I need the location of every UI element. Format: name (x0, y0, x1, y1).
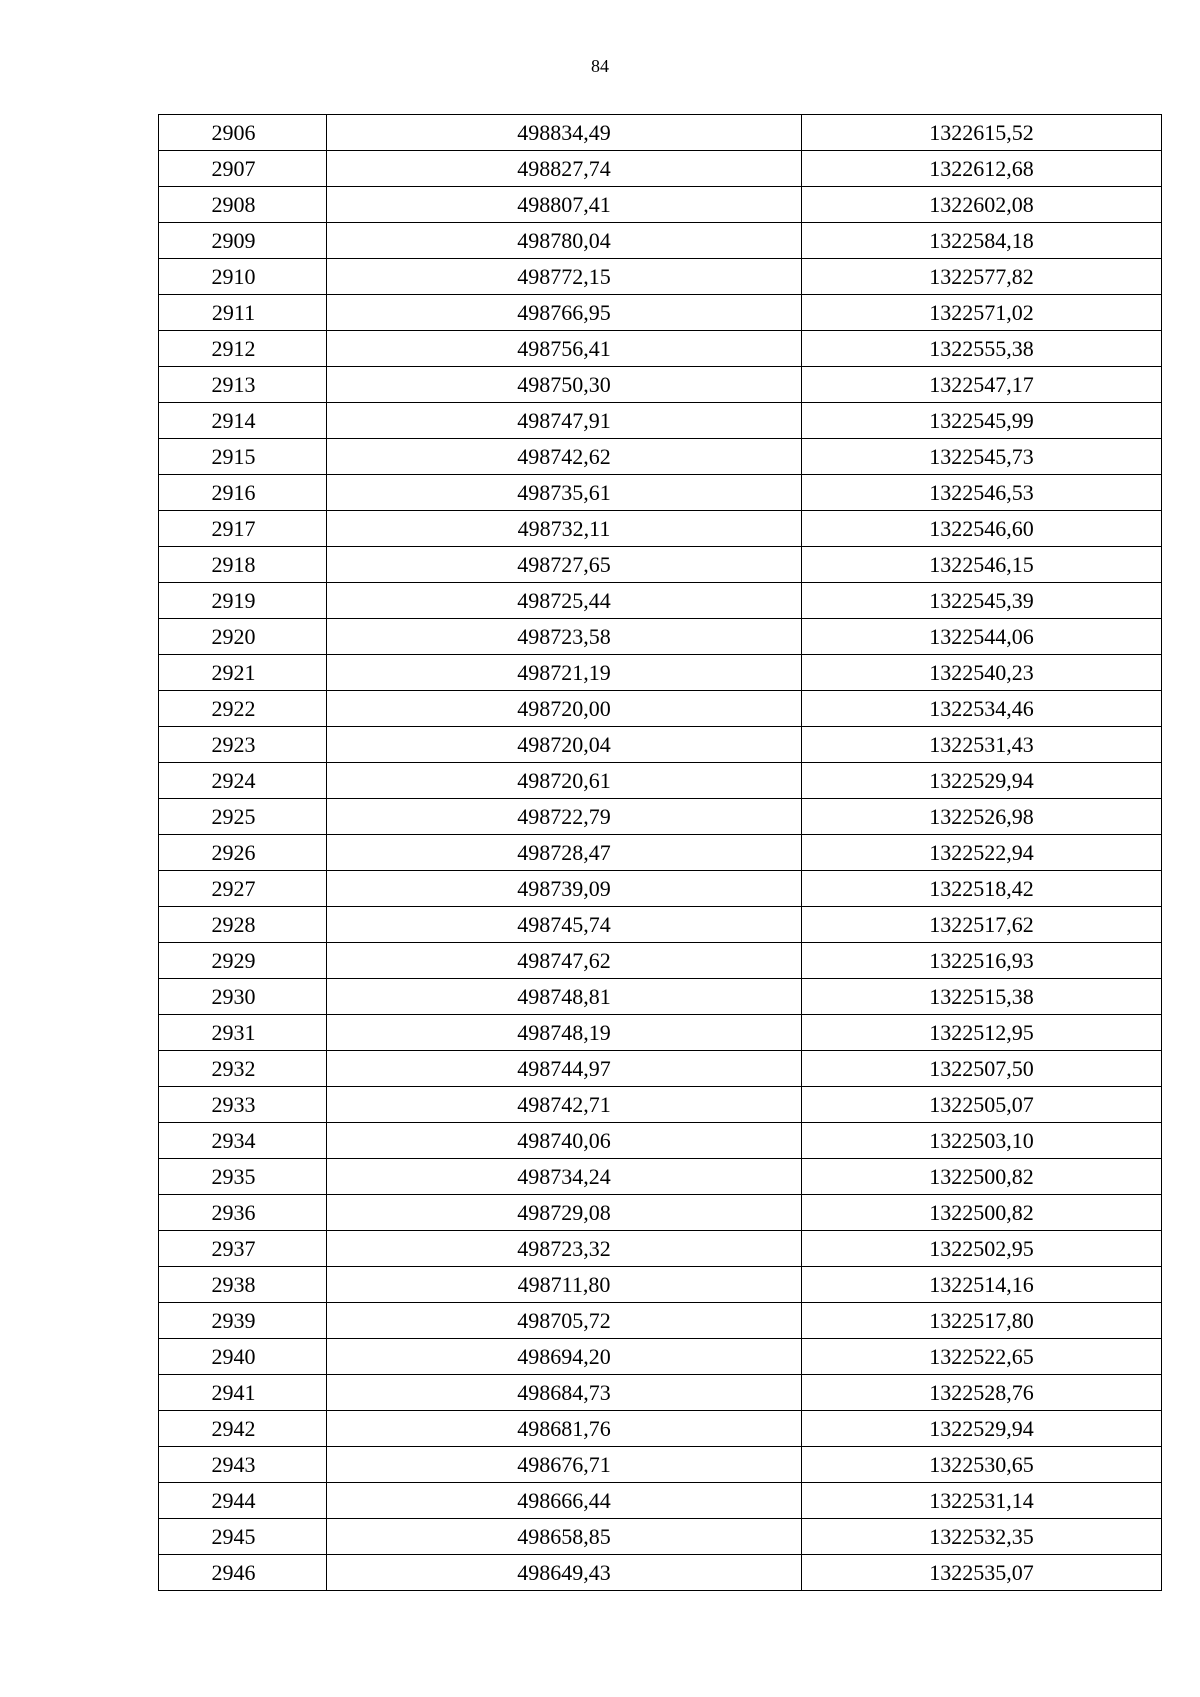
y-coordinate-cell: 1322529,94 (802, 1411, 1162, 1447)
table-row (159, 1087, 1162, 1123)
table-row (159, 403, 1162, 439)
table-row (159, 439, 1162, 475)
x-coordinate-cell: 498711,80 (327, 1267, 802, 1303)
y-coordinate-cell: 1322615,52 (802, 115, 1162, 151)
y-coordinate-cell: 1322517,62 (802, 907, 1162, 943)
table-row (159, 511, 1162, 547)
x-coordinate-cell: 498694,20 (327, 1339, 802, 1375)
y-coordinate-cell: 1322522,94 (802, 835, 1162, 871)
table-row (159, 1159, 1162, 1195)
point-number-cell: 2910 (159, 259, 327, 295)
x-coordinate-cell: 498807,41 (327, 187, 802, 223)
table-row (159, 943, 1162, 979)
table-row (159, 1483, 1162, 1519)
point-number-cell: 2914 (159, 403, 327, 439)
y-coordinate-cell: 1322515,38 (802, 979, 1162, 1015)
x-coordinate-cell: 498720,00 (327, 691, 802, 727)
y-coordinate-cell: 1322540,23 (802, 655, 1162, 691)
x-coordinate-cell: 498720,61 (327, 763, 802, 799)
point-number-cell: 2918 (159, 547, 327, 583)
y-coordinate-cell: 1322535,07 (802, 1555, 1162, 1591)
point-number-cell: 2941 (159, 1375, 327, 1411)
y-coordinate-cell: 1322531,43 (802, 727, 1162, 763)
point-number-cell: 2928 (159, 907, 327, 943)
y-coordinate-cell: 1322526,98 (802, 799, 1162, 835)
point-number-cell: 2923 (159, 727, 327, 763)
y-coordinate-cell: 1322518,42 (802, 871, 1162, 907)
x-coordinate-cell: 498766,95 (327, 295, 802, 331)
y-coordinate-cell: 1322500,82 (802, 1195, 1162, 1231)
x-coordinate-cell: 498649,43 (327, 1555, 802, 1591)
y-coordinate-cell: 1322503,10 (802, 1123, 1162, 1159)
y-coordinate-cell: 1322584,18 (802, 223, 1162, 259)
table-row (159, 1051, 1162, 1087)
table-row (159, 223, 1162, 259)
y-coordinate-cell: 1322530,65 (802, 1447, 1162, 1483)
x-coordinate-cell: 498739,09 (327, 871, 802, 907)
coordinates-table-body (159, 115, 1162, 1591)
y-coordinate-cell: 1322612,68 (802, 151, 1162, 187)
x-coordinate-cell: 498732,11 (327, 511, 802, 547)
y-coordinate-cell: 1322545,39 (802, 583, 1162, 619)
y-coordinate-cell: 1322534,46 (802, 691, 1162, 727)
table-row (159, 763, 1162, 799)
x-coordinate-cell: 498676,71 (327, 1447, 802, 1483)
x-coordinate-cell: 498722,79 (327, 799, 802, 835)
x-coordinate-cell: 498729,08 (327, 1195, 802, 1231)
table-row (159, 259, 1162, 295)
table-row (159, 799, 1162, 835)
table-row (159, 979, 1162, 1015)
y-coordinate-cell: 1322517,80 (802, 1303, 1162, 1339)
x-coordinate-cell: 498742,62 (327, 439, 802, 475)
table-row (159, 655, 1162, 691)
point-number-cell: 2917 (159, 511, 327, 547)
y-coordinate-cell: 1322555,38 (802, 331, 1162, 367)
x-coordinate-cell: 498748,81 (327, 979, 802, 1015)
y-coordinate-cell: 1322602,08 (802, 187, 1162, 223)
point-number-cell: 2933 (159, 1087, 327, 1123)
y-coordinate-cell: 1322547,17 (802, 367, 1162, 403)
table-row (159, 1519, 1162, 1555)
x-coordinate-cell: 498666,44 (327, 1483, 802, 1519)
table-row (159, 1339, 1162, 1375)
point-number-cell: 2932 (159, 1051, 327, 1087)
table-row (159, 1447, 1162, 1483)
table-row (159, 727, 1162, 763)
point-number-cell: 2922 (159, 691, 327, 727)
x-coordinate-cell: 498742,71 (327, 1087, 802, 1123)
point-number-cell: 2939 (159, 1303, 327, 1339)
point-number-cell: 2934 (159, 1123, 327, 1159)
table-row (159, 583, 1162, 619)
y-coordinate-cell: 1322531,14 (802, 1483, 1162, 1519)
point-number-cell: 2927 (159, 871, 327, 907)
point-number-cell: 2908 (159, 187, 327, 223)
x-coordinate-cell: 498720,04 (327, 727, 802, 763)
y-coordinate-cell: 1322516,93 (802, 943, 1162, 979)
y-coordinate-cell: 1322507,50 (802, 1051, 1162, 1087)
point-number-cell: 2920 (159, 619, 327, 655)
point-number-cell: 2919 (159, 583, 327, 619)
y-coordinate-cell: 1322577,82 (802, 259, 1162, 295)
table-row (159, 475, 1162, 511)
x-coordinate-cell: 498747,62 (327, 943, 802, 979)
table-row (159, 1267, 1162, 1303)
point-number-cell: 2907 (159, 151, 327, 187)
table-row (159, 1015, 1162, 1051)
coordinates-table (158, 114, 1162, 1591)
x-coordinate-cell: 498734,24 (327, 1159, 802, 1195)
table-row (159, 691, 1162, 727)
x-coordinate-cell: 498748,19 (327, 1015, 802, 1051)
table-row (159, 331, 1162, 367)
table-row (159, 1195, 1162, 1231)
y-coordinate-cell: 1322502,95 (802, 1231, 1162, 1267)
table-row (159, 187, 1162, 223)
point-number-cell: 2942 (159, 1411, 327, 1447)
point-number-cell: 2913 (159, 367, 327, 403)
table-row (159, 367, 1162, 403)
table-row (159, 1411, 1162, 1447)
y-coordinate-cell: 1322545,73 (802, 439, 1162, 475)
table-row (159, 619, 1162, 655)
point-number-cell: 2943 (159, 1447, 327, 1483)
x-coordinate-cell: 498725,44 (327, 583, 802, 619)
table-row (159, 1231, 1162, 1267)
point-number-cell: 2946 (159, 1555, 327, 1591)
y-coordinate-cell: 1322546,15 (802, 547, 1162, 583)
x-coordinate-cell: 498681,76 (327, 1411, 802, 1447)
point-number-cell: 2924 (159, 763, 327, 799)
point-number-cell: 2921 (159, 655, 327, 691)
table-row (159, 151, 1162, 187)
point-number-cell: 2929 (159, 943, 327, 979)
point-number-cell: 2945 (159, 1519, 327, 1555)
x-coordinate-cell: 498780,04 (327, 223, 802, 259)
x-coordinate-cell: 498684,73 (327, 1375, 802, 1411)
x-coordinate-cell: 498745,74 (327, 907, 802, 943)
point-number-cell: 2940 (159, 1339, 327, 1375)
point-number-cell: 2916 (159, 475, 327, 511)
page-number: 84 (591, 56, 609, 76)
y-coordinate-cell: 1322522,65 (802, 1339, 1162, 1375)
y-coordinate-cell: 1322545,99 (802, 403, 1162, 439)
table-row (159, 1555, 1162, 1591)
point-number-cell: 2931 (159, 1015, 327, 1051)
table-row (159, 835, 1162, 871)
point-number-cell: 2937 (159, 1231, 327, 1267)
point-number-cell: 2936 (159, 1195, 327, 1231)
table-row (159, 295, 1162, 331)
x-coordinate-cell: 498747,91 (327, 403, 802, 439)
table-row (159, 115, 1162, 151)
x-coordinate-cell: 498723,58 (327, 619, 802, 655)
y-coordinate-cell: 1322546,53 (802, 475, 1162, 511)
x-coordinate-cell: 498740,06 (327, 1123, 802, 1159)
y-coordinate-cell: 1322500,82 (802, 1159, 1162, 1195)
point-number-cell: 2912 (159, 331, 327, 367)
y-coordinate-cell: 1322532,35 (802, 1519, 1162, 1555)
y-coordinate-cell: 1322544,06 (802, 619, 1162, 655)
point-number-cell: 2906 (159, 115, 327, 151)
point-number-cell: 2935 (159, 1159, 327, 1195)
x-coordinate-cell: 498727,65 (327, 547, 802, 583)
table-row (159, 907, 1162, 943)
y-coordinate-cell: 1322512,95 (802, 1015, 1162, 1051)
table-row (159, 871, 1162, 907)
y-coordinate-cell: 1322514,16 (802, 1267, 1162, 1303)
table-row (159, 1375, 1162, 1411)
x-coordinate-cell: 498728,47 (327, 835, 802, 871)
x-coordinate-cell: 498658,85 (327, 1519, 802, 1555)
y-coordinate-cell: 1322529,94 (802, 763, 1162, 799)
table-row (159, 1303, 1162, 1339)
point-number-cell: 2944 (159, 1483, 327, 1519)
point-number-cell: 2926 (159, 835, 327, 871)
x-coordinate-cell: 498750,30 (327, 367, 802, 403)
y-coordinate-cell: 1322546,60 (802, 511, 1162, 547)
point-number-cell: 2915 (159, 439, 327, 475)
table-row (159, 1123, 1162, 1159)
point-number-cell: 2938 (159, 1267, 327, 1303)
x-coordinate-cell: 498827,74 (327, 151, 802, 187)
x-coordinate-cell: 498723,32 (327, 1231, 802, 1267)
x-coordinate-cell: 498705,72 (327, 1303, 802, 1339)
x-coordinate-cell: 498756,41 (327, 331, 802, 367)
x-coordinate-cell: 498735,61 (327, 475, 802, 511)
y-coordinate-cell: 1322571,02 (802, 295, 1162, 331)
table-row (159, 547, 1162, 583)
point-number-cell: 2930 (159, 979, 327, 1015)
x-coordinate-cell: 498772,15 (327, 259, 802, 295)
x-coordinate-cell: 498721,19 (327, 655, 802, 691)
point-number-cell: 2911 (159, 295, 327, 331)
x-coordinate-cell: 498744,97 (327, 1051, 802, 1087)
y-coordinate-cell: 1322505,07 (802, 1087, 1162, 1123)
y-coordinate-cell: 1322528,76 (802, 1375, 1162, 1411)
x-coordinate-cell: 498834,49 (327, 115, 802, 151)
point-number-cell: 2909 (159, 223, 327, 259)
point-number-cell: 2925 (159, 799, 327, 835)
